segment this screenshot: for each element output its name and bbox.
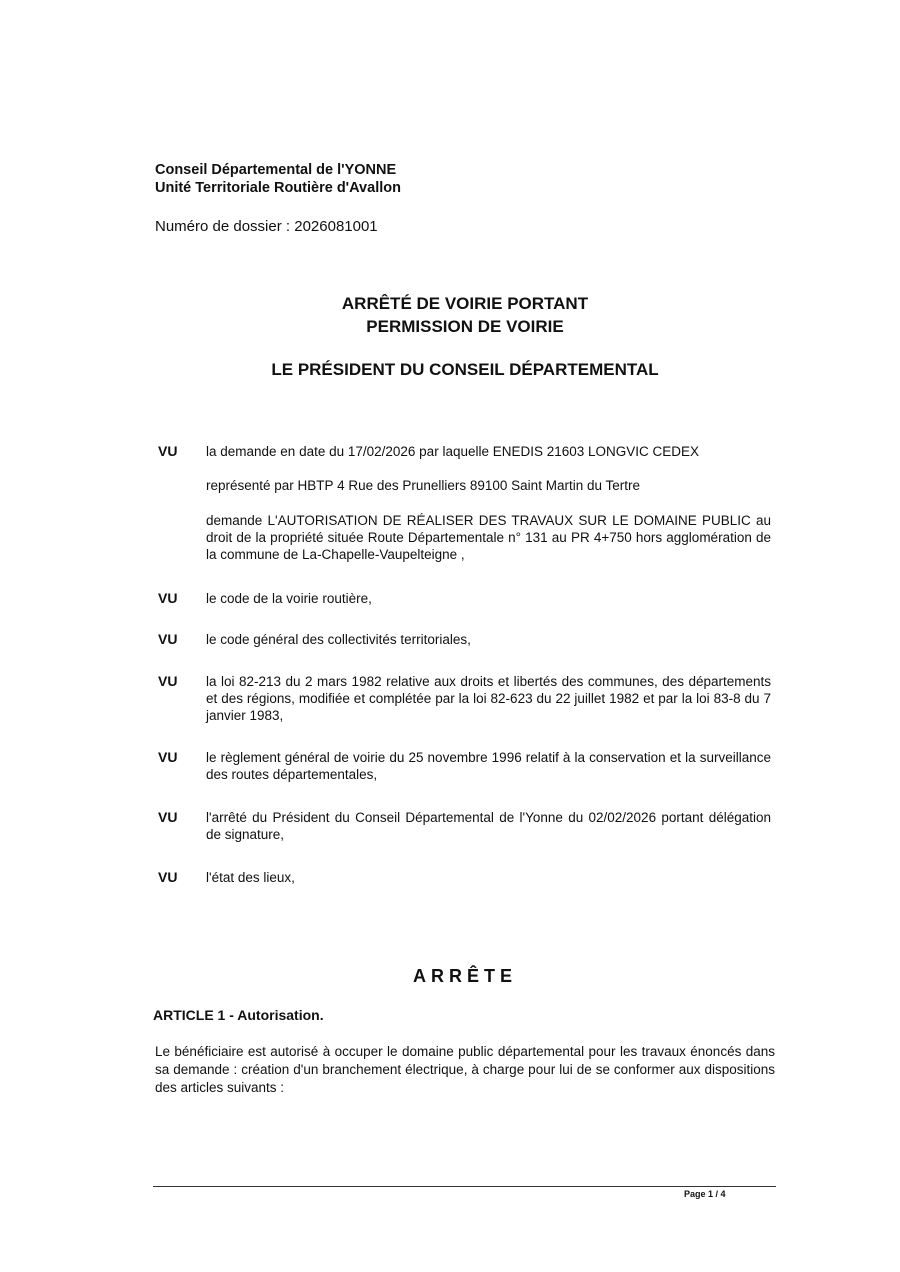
article-1-body: Le bénéficiaire est autorisé à occuper le domaine public départemental pour les travaux énoncés dans sa demande : création d'un branchement électrique, à charge pour lui de se conformer aux dispositions des articles suivants : — [155, 1044, 775, 1095]
vu-label: VU — [158, 590, 178, 606]
vu-item-request: la demande en date du 17/02/2026 par laquelle ENEDIS 21603 LONGVIC CEDEX — [206, 444, 700, 459]
arrete-heading: ARRÊTE — [412, 966, 517, 986]
vu-item-etat-lieux: l'état des lieux, — [206, 870, 295, 885]
title-line-1: ARRÊTÉ DE VOIRIE PORTANT — [341, 294, 589, 313]
vu-label: VU — [158, 443, 178, 459]
vu-label: VU — [158, 809, 178, 825]
footer-divider — [153, 1186, 776, 1187]
org-unit: Unité Territoriale Routière d'Avallon — [155, 180, 401, 196]
article-1-title: ARTICLE 1 - Autorisation. — [153, 1007, 324, 1023]
page-number: Page 1 / 4 — [684, 1189, 726, 1199]
vu-label: VU — [158, 631, 178, 647]
vu-label: VU — [158, 673, 178, 689]
vu-label: VU — [158, 749, 178, 765]
title-line-2: PERMISSION DE VOIRIE — [366, 317, 564, 336]
vu-item-reglement: le règlement général de voirie du 25 novembre 1996 relatif à la conservation et la surveillance des routes départementales, — [206, 750, 771, 782]
vu-item-loi: la loi 82-213 du 2 mars 1982 relative aux droits et libertés des communes, des départements et des régions, modifiée et complétée par la loi 82-623 du 22 juillet 1982 et par la loi 83-8 du 7 janvier 1983, — [206, 674, 771, 723]
vu-item-arrete-delegation: l'arrêté du Président du Conseil Départemental de l'Yonne du 02/02/2026 portant délégation de signature, — [206, 810, 771, 842]
vu-label: VU — [158, 869, 178, 885]
vu-item-request-detail: demande L'AUTORISATION DE RÉALISER DES TRAVAUX SUR LE DOMAINE PUBLIC au droit de la propriété située Route Départementale n° 131 au PR 4+750 hors agglomération de la commune de La-Chapelle-Vaupelteigne , — [206, 513, 771, 562]
org-name: Conseil Départemental de l'YONNE — [155, 162, 397, 178]
vu-item-code-collectivites: le code général des collectivités territoriales, — [206, 632, 471, 647]
vu-item-representative: représenté par HBTP 4 Rue des Prunelliers 89100 Saint Martin du Tertre — [206, 478, 640, 493]
title-president: LE PRÉSIDENT DU CONSEIL DÉPARTEMENTAL — [271, 360, 659, 379]
vu-item-code-voirie: le code de la voirie routière, — [206, 591, 372, 606]
dossier-number: Numéro de dossier : 2026081001 — [155, 218, 378, 235]
